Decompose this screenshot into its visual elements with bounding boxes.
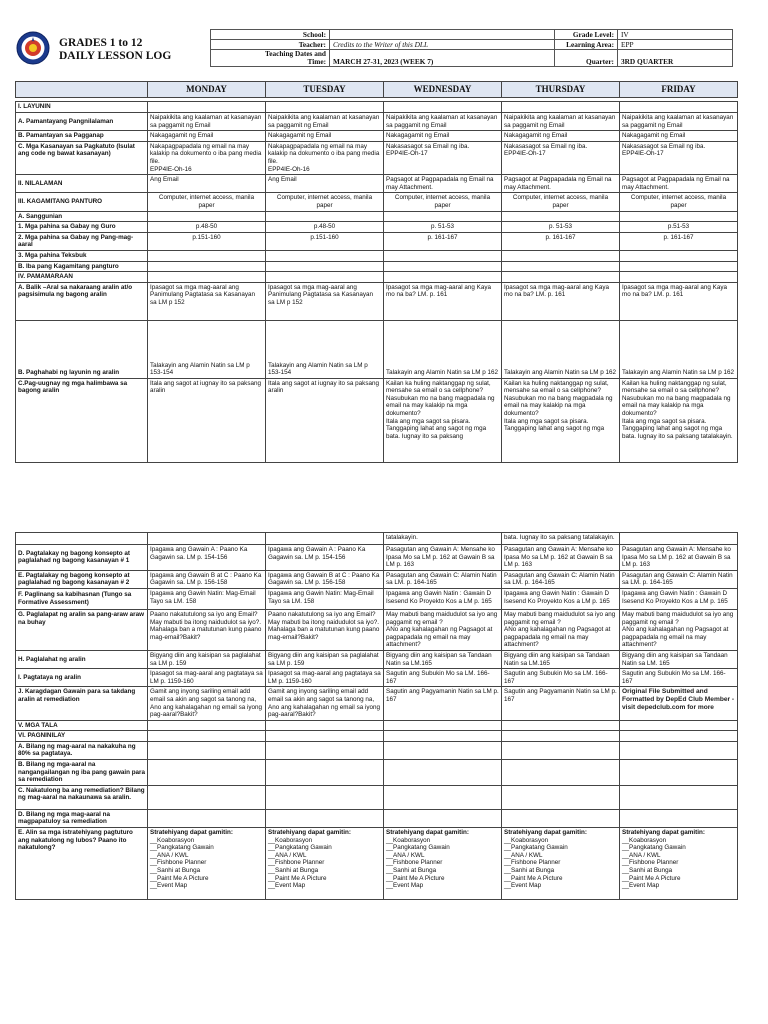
lesson-row-3-mga-pahina-teksbuk	[16, 250, 738, 261]
cell-wednesday	[384, 785, 502, 809]
cell-wednesday	[384, 211, 502, 222]
lesson-rows-part2	[16, 533, 738, 900]
strategy-option[interactable]: __Paint Me A Picture	[622, 874, 681, 882]
lesson-row-d-bilang-ng-mga-mag-aaral-na-magpapatulo	[16, 809, 738, 827]
strategy-option[interactable]: __ANA / KWL	[386, 851, 425, 859]
quarter-value: 3RD QUARTER	[618, 50, 733, 67]
school-value	[330, 30, 555, 40]
cell-thursday: Nakagagamit ng Email	[502, 131, 620, 142]
cell-wednesday	[384, 741, 502, 759]
cell-thursday: Talakayin ang Alamin Natin sa LM p 162	[502, 320, 620, 378]
strategy-option[interactable]: __Paint Me A Picture	[150, 874, 209, 882]
row-heading: J. Karagdagan Gawain para sa takdang aralin at remediation	[16, 687, 148, 720]
row-heading: III. KAGAMITANG PANTURO	[16, 193, 148, 211]
teaching-dates-value: MARCH 27-31, 2023 (WEEK 7)	[330, 50, 555, 67]
cell-wednesday	[384, 809, 502, 827]
lesson-row-e-pagtalakay-ng-bagong-konsepto-at-pagla	[16, 570, 738, 588]
strategy-option[interactable]: __Koaborasyon	[150, 836, 195, 844]
cell-thursday: Pasagutan ang Gawain A: Mensahe ko Ipasa Mo sa LM p. 162 at Gawain B sa LM p. 163	[502, 545, 620, 571]
cell-tuesday	[266, 720, 384, 731]
row-heading: E. Alin sa mga istratehiyang pagtuturo ang nakatulong ng lubos? Paano ito nakatulong?	[16, 828, 148, 900]
lesson-row-i-pagtataya-ng-aralin	[16, 669, 738, 687]
row-heading: A. Bilang ng mag-aaral na nakakuha ng 80% sa pagtataya.	[16, 741, 148, 759]
cell-friday: Naipakikita ang kaalaman at kasanayan sa paggamit ng Email	[620, 113, 738, 131]
cell-monday	[148, 731, 266, 742]
cell-thursday	[502, 731, 620, 742]
cell-monday: Ipasagot sa mag-aaral ang pagtataya sa LM p. 1159-160	[148, 669, 266, 687]
strategy-option[interactable]: __Event Map	[386, 882, 424, 890]
strategy-option[interactable]: __ANA / KWL	[268, 851, 307, 859]
cell-wednesday	[384, 720, 502, 731]
cell-friday: Talakayin ang Alamin Natin sa LM p 162	[620, 320, 738, 378]
cell-wednesday: p. 51-53	[384, 222, 502, 233]
cell-wednesday: Bigyang diin ang kaisipan sa Tandaan Natin sa LM.165	[384, 650, 502, 668]
cell-thursday: Pasagutan ang Gawain C: Alamin Natin sa LM. p. 164-165	[502, 570, 620, 588]
cell-tuesday	[266, 809, 384, 827]
cell-monday: p.151-160	[148, 232, 266, 250]
cell-thursday: Computer, internet access, manila paper	[502, 193, 620, 211]
cell-wednesday	[384, 272, 502, 283]
strategy-option[interactable]: __Pangkatang Gawain	[386, 844, 450, 852]
cell-wednesday: Pasagutan ang Gawain C: Alamin Natin sa LM. p. 164-165	[384, 570, 502, 588]
learning-area-label: Learning Area:	[555, 40, 618, 50]
strategy-option[interactable]: __Sanhi at Bunga	[150, 867, 201, 874]
cell-tuesday	[266, 102, 384, 113]
lesson-row-e-alin-sa-mga-istratehiyang-pagtuturo-an	[16, 828, 738, 900]
row-heading: 1. Mga pahina sa Gabay ng Guro	[16, 222, 148, 233]
cell-tuesday: Nakagagamit ng Email	[266, 131, 384, 142]
lesson-row-b-pamantayan-sa-pagganap	[16, 131, 738, 142]
cell-tuesday: Itala ang sagot at iugnay ito sa paksang aralin	[266, 378, 384, 462]
strategy-option[interactable]: __Sanhi at Bunga	[622, 867, 673, 874]
lesson-row-iii-kagamitang-panturo	[16, 193, 738, 211]
row-heading: B. Bilang ng mga-aaral na nangangailangan ng iba pang gawain para sa remediation	[16, 760, 148, 786]
lesson-row-f-paglinang-sa-kabihasnan-tungo-sa-forma	[16, 588, 738, 609]
cell-monday: Naipakikita ang kaalaman at kasanayan sa paggamit ng Email	[148, 113, 266, 131]
cell-monday	[148, 809, 266, 827]
cell-wednesday: Talakayin ang Alamin Natin sa LM p 162	[384, 320, 502, 378]
strategies-title: Stratehiyang dapat gamitin:	[386, 829, 469, 837]
cell-wednesday	[384, 261, 502, 272]
cell-tuesday: Nakapagpapadala ng email na may kalakip na dokumento o iba pang media file. EPP4IE-Oh-16	[266, 141, 384, 174]
cell-friday	[620, 741, 738, 759]
log-title	[59, 37, 171, 63]
lesson-row-vi-pagninilay	[16, 731, 738, 742]
cell-monday	[148, 211, 266, 222]
cell-friday: Sagutin ang Subukin Mo sa LM. 166-167	[620, 669, 738, 687]
row-heading: V. MGA TALA	[16, 720, 148, 731]
strategies-title: Stratehiyang dapat gamitin:	[622, 829, 705, 837]
cell-monday: Ipagawa ang Gawin Natin: Mag-Email Tayo sa LM. 158	[148, 588, 266, 609]
cell-tuesday	[266, 828, 384, 900]
cell-tuesday: p.48-50	[266, 222, 384, 233]
row-heading: I. LAYUNIN	[16, 102, 148, 113]
strategy-option[interactable]: __Paint Me A Picture	[504, 874, 563, 882]
cell-monday: p.48-50	[148, 222, 266, 233]
cell-friday: p. 161-167	[620, 232, 738, 250]
cell-friday	[620, 731, 738, 742]
strategy-option[interactable]: __Koaborasyon	[386, 836, 431, 844]
cell-thursday	[502, 250, 620, 261]
row-heading: C. Nakatulong ba ang remediation? Bilang ng mag-aaral na nakaunawa sa aralin.	[16, 785, 148, 809]
cell-friday	[620, 828, 738, 900]
strategy-option[interactable]: __Sanhi at Bunga	[504, 867, 555, 874]
cell-friday: p.51-53	[620, 222, 738, 233]
strategy-option[interactable]: __Sanhi at Bunga	[386, 867, 437, 874]
cell-thursday: p. 161-167	[502, 232, 620, 250]
cell-tuesday: Computer, internet access, manila paper	[266, 193, 384, 211]
cell-tuesday: Naipakikita ang kaalaman at kasanayan sa paggamit ng Email	[266, 113, 384, 131]
row-heading: A. Pamantayang Pangnilalaman	[16, 113, 148, 131]
row-heading: 3. Mga pahina Teksbuk	[16, 250, 148, 261]
cell-tuesday	[266, 261, 384, 272]
cell-wednesday: Sagutin ang Subukin Mo sa LM. 166-167	[384, 669, 502, 687]
cell-friday: Computer, internet access, manila paper	[620, 193, 738, 211]
teacher-value: Credits to the Writer of this DLL	[330, 40, 555, 50]
cell-friday	[620, 687, 738, 720]
cell-tuesday: Ipagawa ang Gawin Natin: Mag-Email Tayo sa LM. 158	[266, 588, 384, 609]
row-heading: D. Pagtalakay ng bagong konsepto at paglalahad ng bagong kasanayan # 1	[16, 545, 148, 571]
cell-friday: Nakasasagot sa Email ng iba. EPP4IE-Oh-17	[620, 141, 738, 174]
cell-wednesday: Ipasagot sa mga mag-aaral ang Kaya mo na ba? LM. p. 161	[384, 282, 502, 320]
cell-tuesday: Ipasagot sa mag-aaral ang pagtataya sa LM p. 1159-160	[266, 669, 384, 687]
lesson-row-a-bilang-ng-mag-aaral-na-nakakuha-ng-80-	[16, 741, 738, 759]
lesson-row-d-pagtalakay-ng-bagong-konsepto-at-pagla	[16, 545, 738, 571]
cell-friday	[620, 720, 738, 731]
cell-tuesday: Ipagawa ang Gawain B at C : Paano Ka Gagawin sa. LM p. 156-158	[266, 570, 384, 588]
cell-monday: Ipagawa ang Gawain A : Paano Ka Gagawin sa. LM p. 154-156	[148, 545, 266, 571]
cell-thursday: p. 51-53	[502, 222, 620, 233]
cell-monday	[148, 785, 266, 809]
cell-tuesday: Gamit ang inyong sariling email add email sa akin ang sagot sa tanong na, Ano ang kahalagahan ng email sa iyong pag-aaral?Bakit?	[266, 687, 384, 720]
day-header-wednesday: WEDNESDAY	[384, 82, 502, 98]
header-info-table	[210, 29, 733, 67]
cell-tuesday	[266, 250, 384, 261]
cell-friday	[620, 261, 738, 272]
lesson-log-header	[15, 29, 737, 73]
cell-monday: Talakayin ang Alamin Natin sa LM p 153-154	[148, 320, 266, 378]
cell-friday	[620, 533, 738, 545]
row-heading: A. Balik –Aral sa nakaraang aralin at/o pagsisimula ng bagong aralin	[16, 282, 148, 320]
cell-tuesday	[266, 731, 384, 742]
cell-thursday: Bigyang diin ang kaisipan sa Tandaan Natin sa LM.165	[502, 650, 620, 668]
strategy-option[interactable]: __Fishbone Planner	[150, 859, 207, 867]
learning-area-value: EPP	[618, 40, 733, 50]
cell-monday: Paano nakatutulong sa iyo ang Email? May mabuti ba itong naidudulot sa iyo?. Mahalaga ban a matutunan kung paano mag-email?Bakit?	[148, 609, 266, 650]
row-heading: II. NILALAMAN	[16, 175, 148, 193]
cell-thursday: Naipakikita ang kaalaman at kasanayan sa paggamit ng Email	[502, 113, 620, 131]
row-heading: IV. PAMAMARAAN	[16, 272, 148, 283]
cell-monday	[148, 720, 266, 731]
cell-thursday	[502, 741, 620, 759]
cell-monday	[148, 828, 266, 900]
cell-wednesday	[384, 102, 502, 113]
cell-wednesday	[384, 731, 502, 742]
row-heading: E. Pagtalakay ng bagong konsepto at paglalahad ng bagong kasanayan # 2	[16, 570, 148, 588]
cell-monday: Nakagagamit ng Email	[148, 131, 266, 142]
cell-wednesday: Pagsagot at Pagpapadala ng Email na may Attachment.	[384, 175, 502, 193]
cell-monday: Ipasagot sa mga mag-aaral ang Panimulang Pagtatasa sa Kasanayan sa LM p 152	[148, 282, 266, 320]
lesson-log-table-part1	[15, 81, 738, 463]
grade-level-label: Grade Level:	[555, 30, 618, 40]
row-heading: H. Paglalahat ng aralin	[16, 650, 148, 668]
lesson-row-g-paglalapat-ng-aralin-sa-pang-araw-araw	[16, 609, 738, 650]
day-header-tuesday: TUESDAY	[266, 82, 384, 98]
strategy-option[interactable]: __ANA / KWL	[622, 851, 661, 859]
lesson-row-a-sanggunian	[16, 211, 738, 222]
cell-thursday	[502, 785, 620, 809]
cell-friday	[620, 760, 738, 786]
cell-wednesday	[384, 760, 502, 786]
lesson-row-iv-pamamaraan	[16, 272, 738, 283]
cell-monday: Ipagawa ang Gawain B at C : Paano Ka Gagawin sa. LM p. 156-158	[148, 570, 266, 588]
row-heading: I. Pagtataya ng aralin	[16, 669, 148, 687]
day-header-thursday: THURSDAY	[502, 82, 620, 98]
cell-tuesday	[266, 211, 384, 222]
strategy-option[interactable]: __Koaborasyon	[268, 836, 313, 844]
strategy-option[interactable]: __Sanhi at Bunga	[268, 867, 319, 874]
title-line-2: DAILY LESSON LOG	[59, 50, 172, 62]
cell-thursday	[502, 828, 620, 900]
cell-thursday	[502, 261, 620, 272]
cell-wednesday: Ipagawa ang Gawin Natin : Gawain D Isesend Ko Proyekto Kos a LM p. 165	[384, 588, 502, 609]
cell-friday: Kailan ka huling naktanggap ng sulat, mensahe sa email o sa cellphone? Nasubukan mo na bang magpadala ng email na may kalakip na mga dokumento? Itala ang mga sagot sa pisara. Tanggaping lahat ang sagot ng mga bata. Iugnay ito sa paksang tatalakayin.	[620, 378, 738, 462]
strategy-option[interactable]: __Event Map	[150, 882, 188, 890]
cell-friday: Pasagutan ang Gawain C: Alamin Natin sa LM. p. 164-165	[620, 570, 738, 588]
cell-tuesday: p.151-160	[266, 232, 384, 250]
lesson-row-c-mga-kasanayan-sa-pagkatuto-isulat-ang-	[16, 141, 738, 174]
cell-monday	[148, 102, 266, 113]
cell-thursday	[502, 211, 620, 222]
cell-tuesday	[266, 741, 384, 759]
cell-monday	[148, 533, 266, 545]
row-heading: B. Pamantayan sa Pagganap	[16, 131, 148, 142]
original-file-note: Original File Submitted and Formatted by DepEd Club Member - visit depedclub.com for more	[622, 688, 735, 712]
cell-wednesday: Nakagagamit ng Email	[384, 131, 502, 142]
lesson-row-1-mga-pahina-sa-gabay-ng-guro	[16, 222, 738, 233]
strategy-option[interactable]: __Fishbone Planner	[504, 859, 561, 867]
lesson-row-j-karagdagan-gawain-para-sa-takdang-aral	[16, 687, 738, 720]
cell-tuesday	[266, 760, 384, 786]
cell-thursday: May mabuti bang maidudulot sa iyo ang paggamit ng email ? ANo ang kahalagahan ng Pagsagot at pagpapadala ng email na may attachment?	[502, 609, 620, 650]
cell-thursday: Sagutin ang Subukin Mo sa LM. 166-167	[502, 669, 620, 687]
cell-thursday	[502, 102, 620, 113]
row-heading: B. Paghahabi ng layunin ng aralin	[16, 320, 148, 378]
cell-thursday	[502, 720, 620, 731]
row-heading: B. Iba pang Kagamitang pangturo	[16, 261, 148, 272]
strategies-title: Stratehiyang dapat gamitin:	[504, 829, 587, 837]
cell-thursday	[502, 272, 620, 283]
teaching-dates-label-line2: Time:	[307, 57, 326, 66]
cell-friday	[620, 250, 738, 261]
row-heading	[16, 533, 148, 545]
cell-tuesday	[266, 272, 384, 283]
cell-wednesday	[384, 250, 502, 261]
cell-friday: Nakagagamit ng Email	[620, 131, 738, 142]
strategies-title: Stratehiyang dapat gamitin:	[150, 829, 233, 837]
lesson-row-h-paglalahat-ng-aralin	[16, 650, 738, 668]
row-heading: G. Paglalapat ng aralin sa pang-araw araw na buhay	[16, 609, 148, 650]
lesson-row-a-pamantayang-pangnilalaman	[16, 113, 738, 131]
strategy-option[interactable]: __Fishbone Planner	[386, 859, 443, 867]
cell-monday: Gamit ang inyong sariling email add email sa akin ang sagot sa tanong na, Ano ang kahalagahan ng email sa iyong pag-aaral?Bakit?	[148, 687, 266, 720]
deped-seal-icon	[16, 31, 50, 65]
cell-friday	[620, 102, 738, 113]
cell-tuesday	[266, 533, 384, 545]
teaching-dates-label	[211, 50, 330, 67]
cell-tuesday: Bigyang diin ang kaisipan sa paglalahat sa LM p. 159	[266, 650, 384, 668]
lesson-row-b-bilang-ng-mga-aaral-na-nangangailangan	[16, 760, 738, 786]
lesson-row-blank	[16, 533, 738, 545]
strategy-option[interactable]: __ANA / KWL	[150, 851, 189, 859]
strategy-option[interactable]: __Paint Me A Picture	[386, 874, 445, 882]
cell-thursday: Ipasagot sa mga mag-aaral ang Kaya mo na ba? LM. p. 161	[502, 282, 620, 320]
strategy-option[interactable]: __Event Map	[622, 882, 660, 890]
row-heading: 2. Mga pahina sa Gabay ng Pang-mag-aaral	[16, 232, 148, 250]
cell-thursday	[502, 809, 620, 827]
cell-thursday: Nakasasagot sa Email ng iba. EPP4IE-Oh-17	[502, 141, 620, 174]
cell-monday: Nakapagpapadala ng email na may kalakip na dokumento o iba pang media file. EPP4IE-Oh-16	[148, 141, 266, 174]
cell-wednesday: Computer, internet access, manila paper	[384, 193, 502, 211]
strategy-option[interactable]: __Fishbone Planner	[622, 859, 679, 867]
strategy-option[interactable]: __Paint Me A Picture	[268, 874, 327, 882]
strategy-option[interactable]: __Koaborasyon	[504, 836, 549, 844]
strategy-option[interactable]: __Event Map	[504, 882, 542, 890]
cell-wednesday: Pasagutan ang Gawain A: Mensahe ko Ipasa Mo sa LM p. 162 at Gawain B sa LM p. 163	[384, 545, 502, 571]
cell-wednesday: Nakasasagot sa Email ng iba. EPP4IE-Oh-17	[384, 141, 502, 174]
cell-tuesday: Talakayin ang Alamin Natin sa LM p 153-154	[266, 320, 384, 378]
school-label: School:	[211, 30, 330, 40]
strategy-option[interactable]: __Fishbone Planner	[268, 859, 325, 867]
cell-friday: Ipasagot sa mga mag-aaral ang Kaya mo na ba? LM. p. 161	[620, 282, 738, 320]
row-heading: C.Pag-uugnay ng mga halimbawa sa bagong aralin	[16, 378, 148, 462]
cell-wednesday: Naipakikita ang kaalaman at kasanayan sa paggamit ng Email	[384, 113, 502, 131]
cell-thursday: Sagutin ang Pagyamanin Natin sa LM p. 167	[502, 687, 620, 720]
day-header-row	[16, 82, 738, 98]
cell-thursday	[502, 760, 620, 786]
cell-thursday: Ipagawa ang Gawin Natin : Gawain D Isesend Ko Proyekto Kos a LM p. 165	[502, 588, 620, 609]
cell-tuesday: Paano nakatutulong sa iyo ang Email? May mabuti ba itong naidudulot sa iyo?. Mahalaga ban a matutunan kung paano mag-email?Bakit?	[266, 609, 384, 650]
cell-wednesday: tatalakayin.	[384, 533, 502, 545]
corner-cell	[16, 82, 148, 98]
lesson-row-a-balik-aral-sa-nakaraang-aralin-at-o-pa	[16, 282, 738, 320]
cell-tuesday: Ipagawa ang Gawain A : Paano Ka Gagawin sa. LM p. 154-156	[266, 545, 384, 571]
cell-tuesday: Ipasagot sa mga mag-aaral ang Panimulang Pagtatasa sa Kasanayan sa LM p 152	[266, 282, 384, 320]
cell-friday	[620, 211, 738, 222]
row-heading: C. Mga Kasanayan sa Pagkatuto (Isulat ang code ng bawat kasanayan)	[16, 141, 148, 174]
cell-friday: Pagsagot at Pagpapadala ng Email na may Attachment.	[620, 175, 738, 193]
teacher-label: Teacher:	[211, 40, 330, 50]
strategies-title: Stratehiyang dapat gamitin:	[268, 829, 351, 837]
cell-monday	[148, 272, 266, 283]
cell-wednesday	[384, 828, 502, 900]
day-header-friday: FRIDAY	[620, 82, 738, 98]
lesson-row-b-paghahabi-ng-layunin-ng-aralin	[16, 320, 738, 378]
cell-monday: Ang Email	[148, 175, 266, 193]
lesson-log-table-part2	[15, 532, 738, 900]
strategy-option[interactable]: __Koaborasyon	[622, 836, 667, 844]
cell-thursday: Pagsagot at Pagpapadala ng Email na may Attachment.	[502, 175, 620, 193]
cell-tuesday	[266, 785, 384, 809]
teaching-dates-label-line1: Teaching Dates and	[265, 49, 326, 58]
cell-thursday: Kailan ka huling naktanggap ng sulat, mensahe sa email o sa cellphone? Nasubukan mo na bang magpadala ng email na may kalakip na mga dokumento? Itala ang mga sagot sa pisara. Tanggaping lahat ang sagot ng mga	[502, 378, 620, 462]
row-heading: A. Sanggunian	[16, 211, 148, 222]
strategy-option[interactable]: __Pangkatang Gawain	[150, 844, 214, 852]
cell-monday: Bigyang diin ang kaisipan sa paglalahat sa LM p. 159	[148, 650, 266, 668]
strategy-option[interactable]: __Event Map	[268, 882, 306, 890]
cell-friday: Pasagutan ang Gawain A: Mensahe ko Ipasa Mo sa LM p. 162 at Gawain B sa LM p. 163	[620, 545, 738, 571]
cell-friday: Ipagawa ang Gawin Natin : Gawain D Isesend Ko Proyekto Kos a LM p. 165	[620, 588, 738, 609]
row-heading: VI. PAGNINILAY	[16, 731, 148, 742]
day-header-monday: MONDAY	[148, 82, 266, 98]
strategy-option[interactable]: __Pangkatang Gawain	[504, 844, 568, 852]
title-line-1: GRADES 1 to 12	[59, 37, 143, 49]
row-heading: D. Bilang ng mga mag-aaral na magpapatuloy sa remediation	[16, 809, 148, 827]
cell-monday	[148, 250, 266, 261]
strategy-option[interactable]: __Pangkatang Gawain	[622, 844, 686, 852]
cell-monday: Computer, internet access, manila paper	[148, 193, 266, 211]
lesson-row-v-mga-tala	[16, 720, 738, 731]
cell-friday	[620, 272, 738, 283]
cell-wednesday: Sagutin ang Pagyamanin Natin sa LM p. 167	[384, 687, 502, 720]
cell-friday	[620, 785, 738, 809]
cell-tuesday: Ang Email	[266, 175, 384, 193]
cell-monday	[148, 760, 266, 786]
lesson-rows-part1	[16, 102, 738, 463]
lesson-row-ii-nilalaman	[16, 175, 738, 193]
cell-monday	[148, 741, 266, 759]
cell-monday	[148, 261, 266, 272]
lesson-row-c-nakatulong-ba-ang-remediation-bilang-n	[16, 785, 738, 809]
cell-wednesday: p. 161-167	[384, 232, 502, 250]
cell-wednesday: Kailan ka huling naktanggap ng sulat, mensahe sa email o sa cellphone? Nasubukan mo na bang magpadala ng email na may kalakip na mga dokumento? Itala ang mga sagot sa pisara. Tanggaping lahat ang sagot ng mga bata. Iugnay ito sa paksang	[384, 378, 502, 462]
lesson-row-i-layunin	[16, 102, 738, 113]
cell-friday: May mabuti bang maidudulot sa iyo ang paggamit ng email ? ANo ang kahalagahan ng Pagsagot at pagpapadala ng email na may attachment?	[620, 609, 738, 650]
cell-friday: Bigyang diin ang kaisipan sa Tandaan Natin sa LM. 165	[620, 650, 738, 668]
strategy-option[interactable]: __ANA / KWL	[504, 851, 543, 859]
cell-monday: Itala ang sagot at iugnay ito sa paksang aralin	[148, 378, 266, 462]
strategy-option[interactable]: __Pangkatang Gawain	[268, 844, 332, 852]
row-heading: F. Paglinang sa kabihasnan (Tungo sa Formative Assessment)	[16, 588, 148, 609]
quarter-label: Quarter:	[555, 50, 618, 67]
cell-wednesday: May mabuti bang maidudulot sa iyo ang paggamit ng email ? ANo ang kahalagahan ng Pagsagot at pagpapadala ng email na may attachment?	[384, 609, 502, 650]
lesson-row-c-pag-uugnay-ng-mga-halimbawa-sa-bagong-	[16, 378, 738, 462]
lesson-row-b-iba-pang-kagamitang-pangturo	[16, 261, 738, 272]
lesson-row-2-mga-pahina-sa-gabay-ng-pang-mag-aaral	[16, 232, 738, 250]
cell-friday	[620, 809, 738, 827]
grade-level-value: IV	[618, 30, 733, 40]
cell-thursday: bata. Iugnay ito sa paksang tatalakayin.	[502, 533, 620, 545]
